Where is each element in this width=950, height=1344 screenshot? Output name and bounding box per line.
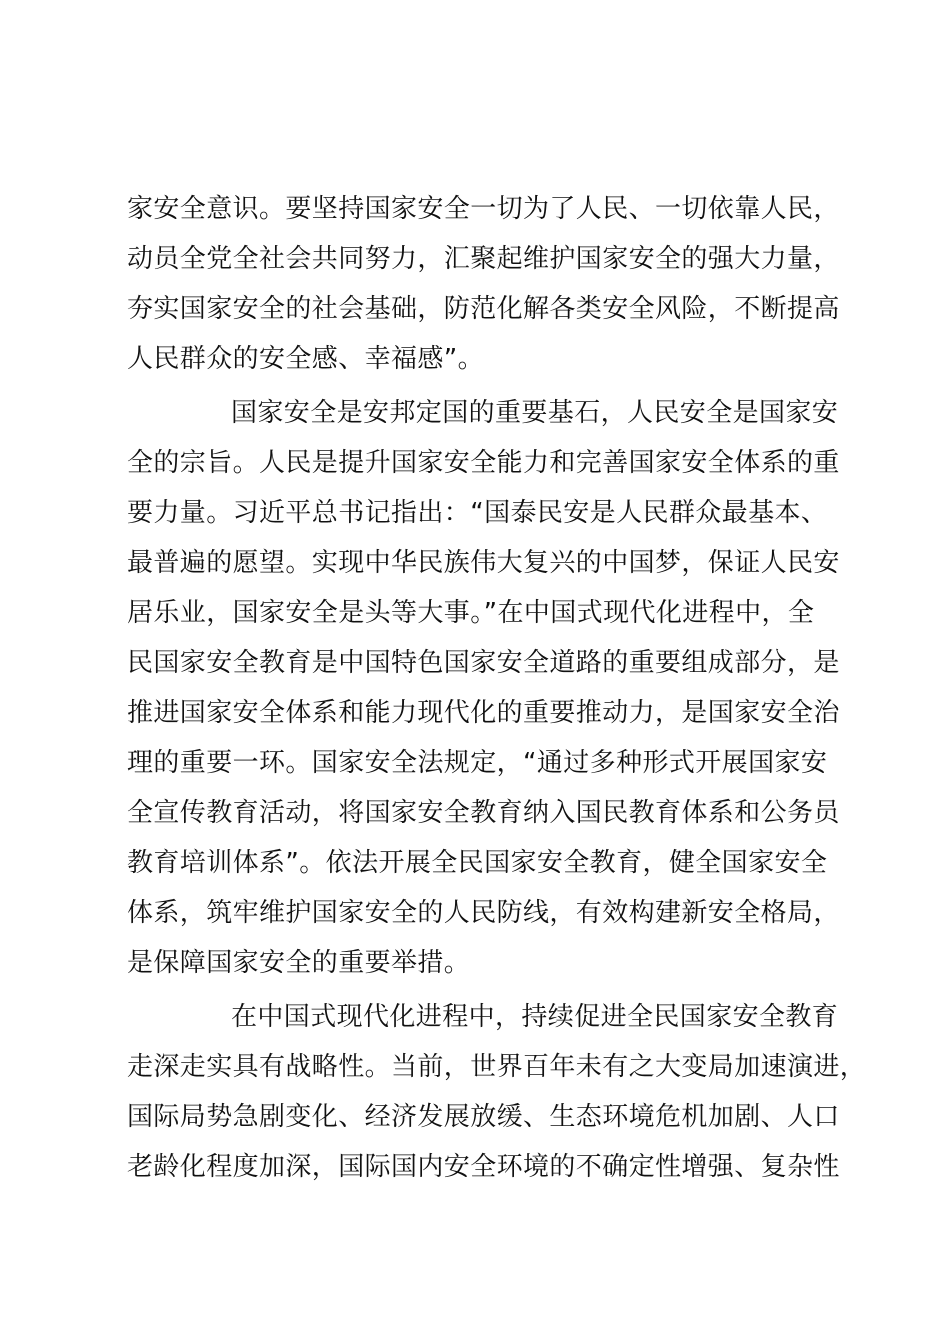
text-line: 最普遍的愿望。实现中华民族伟大复兴的中国梦，保证人民安 <box>127 548 840 578</box>
text-line: 全宣传教育活动，将国家安全教育纳入国民教育体系和公务员 <box>127 798 840 828</box>
text-line: 国家安全是安邦定国的重要基石，人民安全是国家安 <box>231 398 839 428</box>
document-body <box>127 184 867 1192</box>
text-line: 在中国式现代化进程中，持续促进全民国家安全教育 <box>231 1002 839 1032</box>
text-line: 夯实国家安全的社会基础，防范化解各类安全风险，不断提高 <box>127 294 840 324</box>
text-line: 全的宗旨。人民是提升国家安全能力和完善国家安全体系的重 <box>127 448 840 478</box>
text-line: 人民群众的安全感、幸福感”。 <box>127 344 485 374</box>
text-line: 要力量。习近平总书记指出：“国泰民安是人民群众最基本、 <box>127 498 828 528</box>
text-line: 家安全意识。要坚持国家安全一切为了人民、一切依靠人民， <box>127 194 840 224</box>
text-line: 民国家安全教育是中国特色国家安全道路的重要组成部分，是 <box>127 648 840 678</box>
text-line: 推进国家安全体系和能力现代化的重要推动力，是国家安全治 <box>127 698 840 728</box>
text-line: 走深走实具有战略性。当前，世界百年未有之大变局加速演进， <box>127 1052 867 1082</box>
text-line: 老龄化程度加深，国际国内安全环境的不确定性增强、复杂性 <box>127 1152 840 1182</box>
paragraph-3 <box>127 992 867 1192</box>
paragraph-1 <box>127 184 840 384</box>
text-line: 理的重要一环。国家安全法规定，“通过多种形式开展国家安 <box>127 748 828 778</box>
text-line: 体系，筑牢维护国家安全的人民防线，有效构建新安全格局， <box>127 898 840 928</box>
text-line: 教育培训体系”。依法开展全民国家安全教育，健全国家安全 <box>127 848 828 878</box>
text-line: 动员全党全社会共同努力，汇聚起维护国家安全的强大力量， <box>127 244 840 274</box>
paragraph-2 <box>127 388 840 988</box>
text-line: 国际局势急剧变化、经济发展放缓、生态环境危机加剧、人口 <box>127 1102 840 1132</box>
text-line: 居乐业，国家安全是头等大事。”在中国式现代化进程中，全 <box>127 598 815 628</box>
text-line: 是保障国家安全的重要举措。 <box>127 948 471 978</box>
